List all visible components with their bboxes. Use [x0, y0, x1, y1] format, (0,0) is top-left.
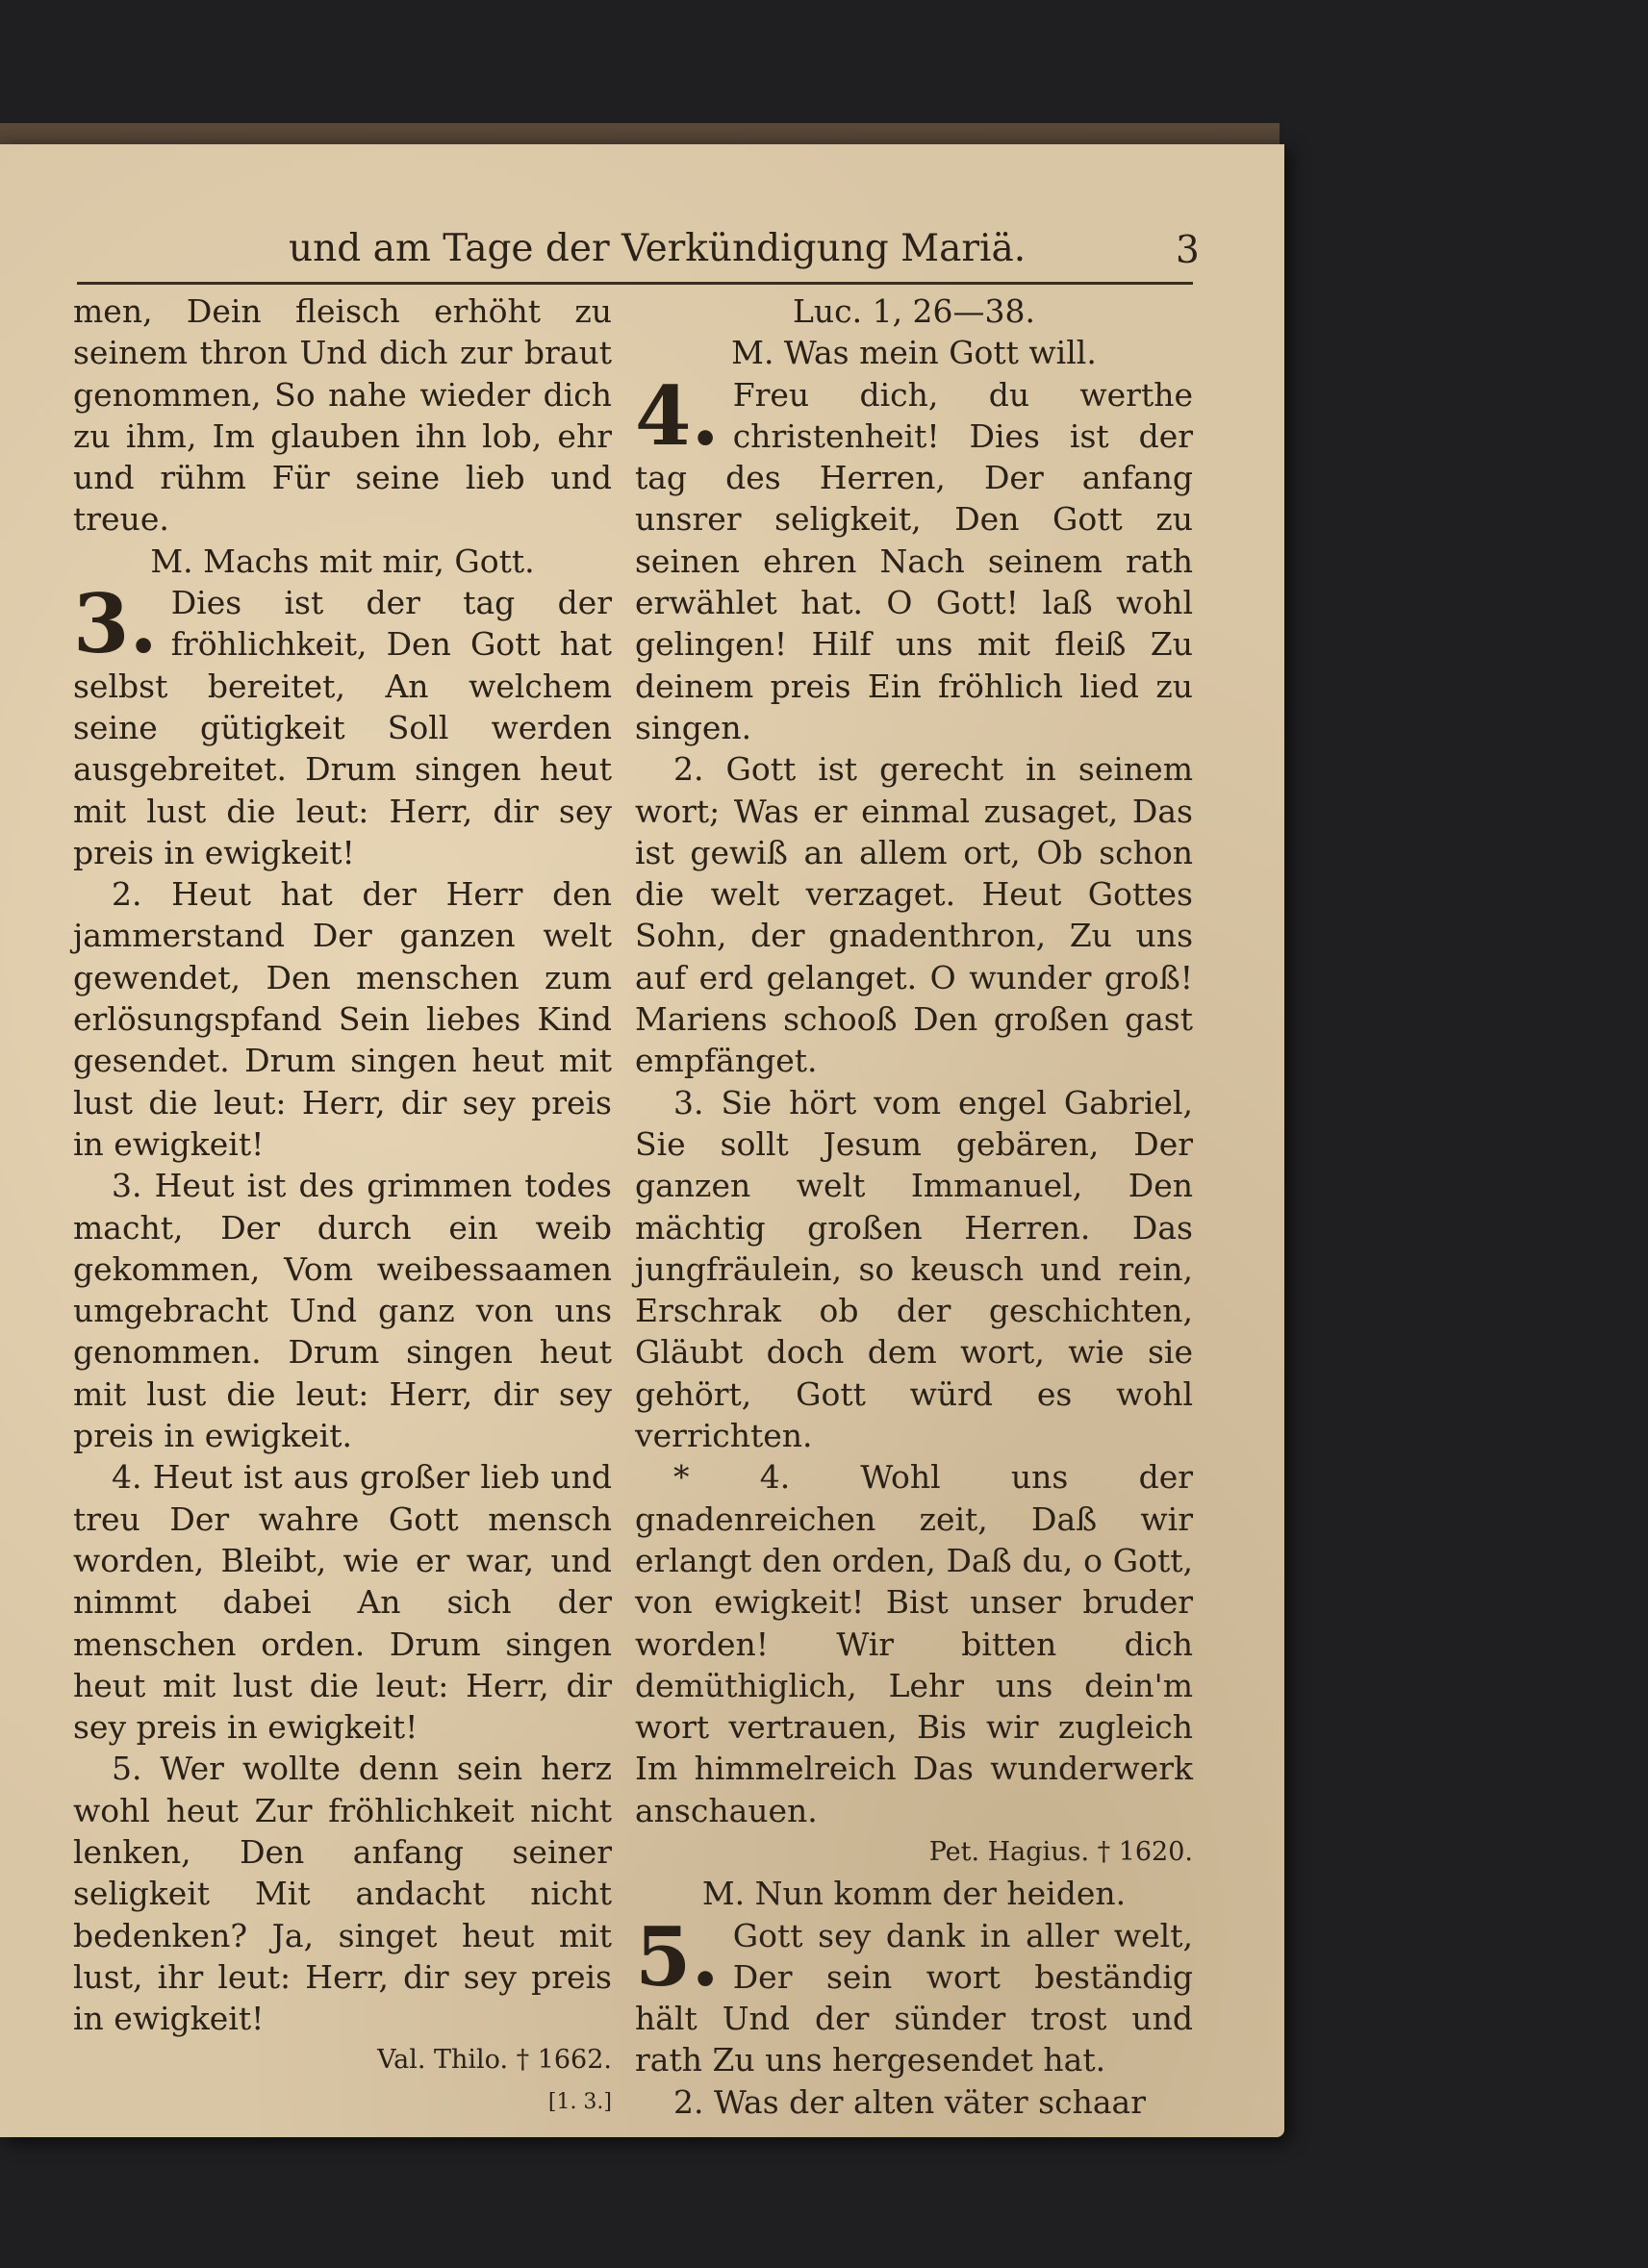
- melody-line: M. Machs mit mir, Gott.: [150, 542, 535, 580]
- hymn-3-verse-5: 5. Wer wollte denn sein herz wohl heut Zur fröhlichkeit nicht lenken, Den anfang seiner seligkeit Mit andacht nicht bedenken? Ja, singet heut mit lust, ihr leut: Herr, dir sey preis in ewigkeit!: [73, 1750, 612, 2038]
- verse-text: Gott sey dank in aller welt, Der sein wort beständig hält Und der sünder trost und rath Zu uns hergesendet hat.: [635, 1916, 1193, 2079]
- left-column: [73, 290, 612, 2123]
- hymn-3-verse-2: 2. Heut hat der Herr den jammerstand Der ganzen welt gewendet, Den menschen zum erlösungspfand Sein liebes Kind gesendet. Drum singen heut mit lust die leut: Herr, dir sey preis in ewigkeit!: [73, 875, 612, 1163]
- hymn-5-verse-2: 2. Was der alten väter schaar: [673, 2082, 1146, 2121]
- hymn-5-verse-1: [635, 1908, 1193, 2081]
- author-credit: Val. Thilo. † 1662.: [377, 2045, 612, 2076]
- hymn-4-verse-3: 3. Sie hört vom engel Gabriel, Sie sollt Jesum gebären, Der ganzen welt Immanuel, Den mächtig großen Herren. Das jungfräulein, so keusch und rein, Erschrak ob der geschichten, Gläubt doch dem wort, wie sie gehört, Gott würd es wohl verrichten.: [635, 1083, 1193, 1455]
- hymn-3-verse-1: [73, 576, 612, 873]
- melody-line: M. Was mein Gott will.: [731, 334, 1097, 372]
- hymn-continuation: men, Dein fleisch erhöht zu seinem thron Und dich zur braut genommen, So nahe wieder dich zu ihm, Im glauben ihn lob, ehr und rühm Für seine lieb und treue.: [73, 292, 612, 539]
- verse-text: Dies ist der tag der fröhlichkeit, Den Gott hat selbst bereitet, An welchem seine gütigkeit Soll werden ausgebreitet. Drum singen heut mit lust die leut: Herr, dir sey preis in ewigkeit!: [73, 584, 612, 871]
- scripture-reference: Luc. 1, 26—38.: [792, 292, 1036, 330]
- hymn-number: 5.: [635, 1908, 720, 2004]
- header-rule: [77, 282, 1193, 285]
- hymn-number: 4.: [635, 367, 720, 464]
- hymn-3-verse-4: 4. Heut ist aus großer lieb und treu Der wahre Gott mensch worden, Bleibt, wie er war, und nimmt dabei An sich der menschen orden. Drum singen heut mit lust die leut: Herr, dir sey preis in ewigkeit!: [73, 1458, 612, 1747]
- hymn-number: 3.: [73, 576, 158, 672]
- signature-mark: [1. 3.]: [547, 2089, 612, 2114]
- melody-line: M. Nun komm der heiden.: [701, 1875, 1127, 1913]
- page-number: 3: [1176, 229, 1200, 272]
- hymn-4-verse-4: * 4. Wohl uns der gnadenreichen zeit, Daß wir erlangt den orden, Daß du, o Gott, von ewigkeit! Bist unser bruder worden! Wir bitten dich demüthiglich, Lehr uns dein'm wort vertrauen, Bis wir zugleich Im himmelreich Das wunderwerk anschauen.: [635, 1458, 1193, 1829]
- hymn-4-verse-2: 2. Gott ist gerecht in seinem wort; Was er einmal zusaget, Das ist gewiß an allem ort, Ob schon die welt verzaget. Heut Gottes Sohn, der gnadenthron, Zu uns auf erd gelanget. O wunder groß! Mariens schooß Den großen gast empfänget.: [635, 750, 1193, 1080]
- hymn-4-verse-1: [635, 367, 1193, 749]
- running-title: und am Tage der Verkündigung Mariä.: [289, 227, 1027, 270]
- book-page: [0, 144, 1284, 2137]
- verse-text: Freu dich, du werthe christenheit! Dies ist der tag des Herren, Der anfang unsrer seligkeit, Den Gott zu seinen ehren Nach seinem rath erwählet hat. O Gott! laß wohl gelingen! Hilf uns mit fleiß Zu deinem preis Ein fröhlich lied zu singen.: [635, 375, 1193, 746]
- hymn-3-verse-3: 3. Heut ist des grimmen todes macht, Der durch ein weib gekommen, Vom weibessaamen umgebracht Und ganz von uns genommen. Drum singen heut mit lust die leut: Herr, dir sey preis in ewigkeit.: [73, 1167, 612, 1455]
- author-credit: Pet. Hagius. † 1620.: [928, 1836, 1193, 1867]
- right-column: [635, 290, 1193, 2123]
